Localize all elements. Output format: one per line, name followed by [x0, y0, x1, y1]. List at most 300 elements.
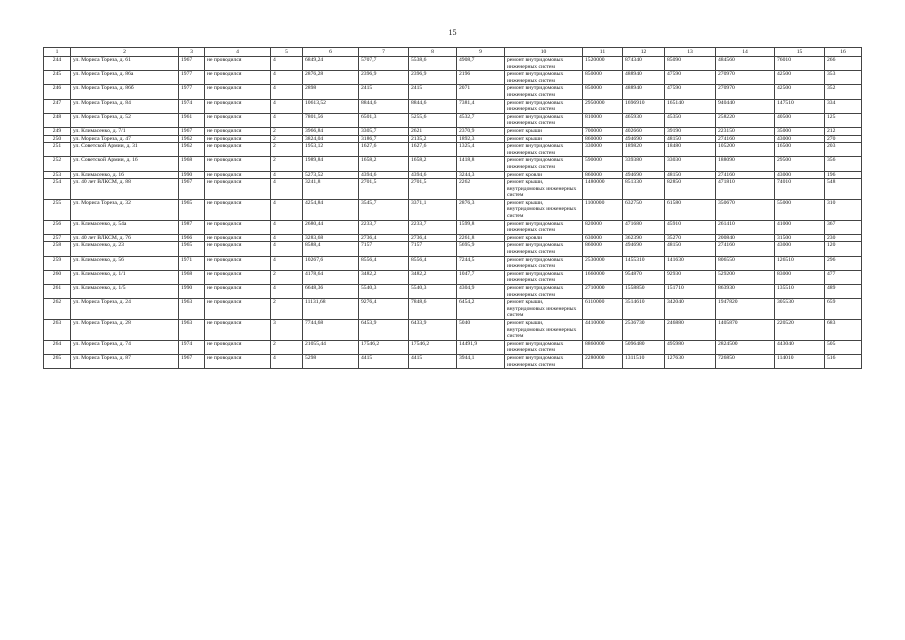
table-cell: 5695,9 [457, 242, 505, 256]
table-cell: 2876,3 [457, 199, 505, 220]
table-cell: 4 [271, 113, 303, 127]
table-cell: 249 [44, 127, 71, 135]
table-cell: не проводился [205, 256, 271, 270]
table-cell: 266 [825, 57, 862, 71]
table-cell: 529200 [716, 270, 775, 284]
table-cell: не проводился [205, 340, 271, 354]
table-cell: 220520 [775, 319, 825, 340]
table-cell: 863930 [716, 285, 775, 299]
table-cell: 860000 [583, 242, 623, 256]
table-cell: 5040 [457, 319, 505, 340]
table-cell: 488940 [623, 71, 665, 85]
table-cell: 42500 [775, 85, 825, 99]
table-cell: 353 [825, 71, 862, 85]
table-cell: 47590 [665, 71, 716, 85]
table-cell: 471810 [716, 179, 775, 200]
table-cell: ул. Климасенко, д. 23 [71, 242, 179, 256]
table-cell: 2261,8 [457, 234, 505, 242]
table-cell: 18480 [665, 143, 716, 157]
table-cell: 860000 [583, 135, 623, 143]
table-cell: ремонт крыши, внутридомовых инженерных систем [505, 199, 583, 220]
table-cell: 1947820 [716, 299, 775, 320]
table-cell: 2 [271, 299, 303, 320]
table-cell: ул. Мориса Тореза, д. 87 [71, 354, 179, 368]
table-cell: 8860000 [583, 340, 623, 354]
table-cell: 1520000 [583, 57, 623, 71]
table-cell: 2071 [457, 85, 505, 99]
table-cell: 165140 [665, 99, 716, 113]
table-cell: ул. Климасенко, д. 54а [71, 220, 179, 234]
table-cell: 334 [825, 99, 862, 113]
table-cell: 2876,28 [303, 71, 359, 85]
table-cell: ул. Климасенко, д. 1/1 [71, 270, 179, 284]
table-cell: ул. 40 лет ВЛКСМ, д. 76 [71, 234, 179, 242]
table-cell: 274160 [716, 242, 775, 256]
table-row [44, 285, 862, 299]
table-cell: ул. Мориса Тореза, д. 28 [71, 319, 179, 340]
table-cell: ремонт внутридомовых инженерных систем [505, 99, 583, 113]
table-cell: 1974 [179, 99, 205, 113]
table-cell: 2530000 [583, 256, 623, 270]
table-row [44, 157, 862, 171]
column-number: 14 [716, 48, 775, 57]
table-cell: 471680 [623, 220, 665, 234]
table-cell: 2135,2 [409, 135, 457, 143]
table-row [44, 127, 862, 135]
table-cell: 1047,7 [457, 270, 505, 284]
table-cell: 8588,4 [303, 242, 359, 256]
table-cell: 1977 [179, 85, 205, 99]
table-cell: 2701,5 [409, 179, 457, 200]
table-cell: 259 [44, 256, 71, 270]
table-cell: ул. Советской Армии, д. 31 [71, 143, 179, 157]
table-cell: 7157 [359, 242, 409, 256]
table-cell: ремонт крыши [505, 135, 583, 143]
table-cell: 1967 [179, 354, 205, 368]
table-row [44, 179, 862, 200]
table-cell: не проводился [205, 199, 271, 220]
table-cell: 3966,84 [303, 127, 359, 135]
table-cell: ул. Мориса Тореза, д. 86б [71, 85, 179, 99]
table-cell: не проводился [205, 242, 271, 256]
table-cell: ремонт внутридомовых инженерных систем [505, 270, 583, 284]
table-row [44, 319, 862, 340]
table-cell: не проводился [205, 135, 271, 143]
table-cell: 265 [44, 354, 71, 368]
table-cell: 3186,7 [359, 135, 409, 143]
table-cell: 74010 [775, 179, 825, 200]
table-cell: 1455310 [623, 256, 665, 270]
table-cell: 4 [271, 199, 303, 220]
table-cell: 3244,3 [457, 171, 505, 179]
column-number: 13 [665, 48, 716, 57]
column-number: 8 [409, 48, 457, 57]
table-cell: 1627,6 [409, 143, 457, 157]
table-cell: 92930 [665, 270, 716, 284]
table-cell: 1968 [179, 157, 205, 171]
table-cell: 5540,3 [409, 285, 457, 299]
table-cell: 1965 [179, 199, 205, 220]
table-row [44, 99, 862, 113]
table-row [44, 256, 862, 270]
table-cell: 1971 [179, 256, 205, 270]
table-cell: 850000 [583, 85, 623, 99]
table-cell: 4 [271, 179, 303, 200]
table-cell: 4 [271, 242, 303, 256]
table-cell: 2 [271, 143, 303, 157]
table-cell: 151710 [665, 285, 716, 299]
table-cell: 41000 [775, 220, 825, 234]
table-cell: 1987 [179, 220, 205, 234]
table-cell: 253 [44, 171, 71, 179]
column-number: 5 [271, 48, 303, 57]
table-cell: не проводился [205, 354, 271, 368]
table-cell: ремонт внутридомовых инженерных систем [505, 256, 583, 270]
table-cell: 4394,6 [409, 171, 457, 179]
table-cell: 484560 [716, 57, 775, 71]
table-cell: ул. Климасенко, д. 56 [71, 256, 179, 270]
table-cell: 1558850 [623, 285, 665, 299]
table-cell: ремонт крыши, внутридомовых инженерных систем [505, 319, 583, 340]
table-cell: 6453,9 [359, 319, 409, 340]
table-cell: 42500 [775, 71, 825, 85]
table-cell: 339380 [623, 157, 665, 171]
table-cell: 4532,7 [457, 113, 505, 127]
table-cell: ремонт внутридомовых инженерных систем [505, 220, 583, 234]
table-cell: не проводился [205, 319, 271, 340]
table-cell: 3 [271, 319, 303, 340]
table-cell: 35000 [775, 127, 825, 135]
column-number: 2 [71, 48, 179, 57]
table-cell: 83000 [775, 270, 825, 284]
table-cell: ул. Климасенко, д. 7/1 [71, 127, 179, 135]
table-cell: не проводился [205, 127, 271, 135]
table-cell: 4 [271, 256, 303, 270]
table-row [44, 234, 862, 242]
table-cell: 860000 [583, 171, 623, 179]
table-cell: 257 [44, 234, 71, 242]
table-cell: 76010 [775, 57, 825, 71]
table-cell: 1963 [179, 319, 205, 340]
table-cell: 3241,8 [303, 179, 359, 200]
table-cell: 2396,9 [409, 71, 457, 85]
table-cell: 632750 [623, 199, 665, 220]
table-row [44, 354, 862, 368]
table-cell: 4410000 [583, 319, 623, 340]
table-cell: 6648,36 [303, 285, 359, 299]
table-cell: 189820 [623, 143, 665, 157]
table-cell: не проводился [205, 71, 271, 85]
table-cell: 402660 [623, 127, 665, 135]
table-cell: 4178,64 [303, 270, 359, 284]
table-cell: 352 [825, 85, 862, 99]
table-cell: 48150 [665, 135, 716, 143]
table-cell: 48150 [665, 171, 716, 179]
table-cell: не проводился [205, 157, 271, 171]
table-cell: 4304,9 [457, 285, 505, 299]
table-cell: 43000 [775, 135, 825, 143]
table-cell: 1311510 [623, 354, 665, 368]
table-cell: 247 [44, 99, 71, 113]
table-cell: 1953,12 [303, 143, 359, 157]
table-cell: 261 [44, 285, 71, 299]
column-number: 6 [303, 48, 359, 57]
table-cell: 7381,4 [457, 99, 505, 113]
column-number: 15 [775, 48, 825, 57]
table-cell: 6433,9 [409, 319, 457, 340]
table-cell: 310 [825, 199, 862, 220]
table-cell: 2280000 [583, 354, 623, 368]
table-cell: ул. Мориса Тореза, д. 32 [71, 199, 179, 220]
table-cell: 2415 [359, 85, 409, 99]
table-cell: 2196 [457, 71, 505, 85]
table-cell: 4 [271, 99, 303, 113]
table-cell: не проводился [205, 99, 271, 113]
table-cell: 29500 [775, 157, 825, 171]
table-cell: ремонт внутридомовых инженерных систем [505, 113, 583, 127]
table-cell: не проводился [205, 285, 271, 299]
table-cell: 4 [271, 71, 303, 85]
table-cell: 125 [825, 113, 862, 127]
table-cell: 120 [825, 242, 862, 256]
table-cell: ремонт внутридомовых инженерных систем [505, 71, 583, 85]
table-cell: 2370,9 [457, 127, 505, 135]
table-cell: 4 [271, 234, 303, 242]
table-cell: 40500 [775, 113, 825, 127]
table-cell: 61580 [665, 199, 716, 220]
table-cell: 2898 [303, 85, 359, 99]
table-body [44, 48, 862, 369]
table-cell: 342040 [665, 299, 716, 320]
table-cell: 2 [271, 157, 303, 171]
table-cell: 35270 [665, 234, 716, 242]
table-cell: 2736,4 [409, 234, 457, 242]
table-cell: 1658,2 [409, 157, 457, 171]
table-cell: 4 [271, 220, 303, 234]
page-number: 15 [448, 28, 457, 37]
table-cell: не проводился [205, 179, 271, 200]
column-number: 9 [457, 48, 505, 57]
table-cell: 263 [44, 319, 71, 340]
table-cell: 8844,6 [359, 99, 409, 113]
table-cell: 489 [825, 285, 862, 299]
table-cell: не проводился [205, 299, 271, 320]
column-number-row [44, 48, 862, 57]
table-cell: 258220 [716, 113, 775, 127]
table-cell: 2701,5 [359, 179, 409, 200]
table-cell: ул. Советской Армии, д. 16 [71, 157, 179, 171]
table-cell: 14491,9 [457, 340, 505, 354]
table-cell: 2396,9 [359, 71, 409, 85]
table-cell: 1660000 [583, 270, 623, 284]
table-cell: ремонт внутридомовых инженерных систем [505, 354, 583, 368]
table-cell: 4908,7 [457, 57, 505, 71]
table-cell: 270970 [716, 85, 775, 99]
table-cell: 258 [44, 242, 71, 256]
table-cell: 820000 [583, 220, 623, 234]
table-cell: 494690 [623, 171, 665, 179]
table-cell: не проводился [205, 143, 271, 157]
table-cell: 248 [44, 113, 71, 127]
table-cell: ул. Мориса Тореза, д. 84 [71, 99, 179, 113]
table-cell: 6110000 [583, 299, 623, 320]
table-cell: 851330 [623, 179, 665, 200]
column-number: 12 [623, 48, 665, 57]
table-cell: 1990 [179, 171, 205, 179]
table-cell: 3371,1 [409, 199, 457, 220]
table-cell: 6501,3 [359, 113, 409, 127]
table-cell: 1599,8 [457, 220, 505, 234]
table-cell: 127630 [665, 354, 716, 368]
table-cell: 39190 [665, 127, 716, 135]
table-cell: 264 [44, 340, 71, 354]
table-cell: 954870 [623, 270, 665, 284]
table-cell: 494690 [623, 242, 665, 256]
column-number: 4 [205, 48, 271, 57]
table-cell: 274160 [716, 171, 775, 179]
table-cell: 85090 [665, 57, 716, 71]
table-cell: 350670 [716, 199, 775, 220]
table-cell: 2233,7 [359, 220, 409, 234]
table-cell: ул. Климасенко, д. 16 [71, 171, 179, 179]
table-cell: 260 [44, 270, 71, 284]
table-cell: не проводился [205, 270, 271, 284]
table-cell: 1963 [179, 299, 205, 320]
table-cell: ул. 40 лет ВЛКСМ, д. 88 [71, 179, 179, 200]
table-cell: 16500 [775, 143, 825, 157]
table-cell: 4 [271, 354, 303, 368]
table-cell: 244 [44, 57, 71, 71]
table-cell: ул. Мориса Тореза, д. 52 [71, 113, 179, 127]
table-cell: 4 [271, 85, 303, 99]
table-cell: 590000 [583, 157, 623, 171]
table-cell: 230 [825, 234, 862, 242]
table-cell: 114010 [775, 354, 825, 368]
table-cell: 940440 [716, 99, 775, 113]
table-cell: 810000 [583, 113, 623, 127]
table-cell: 1658,2 [359, 157, 409, 171]
table-cell: 630000 [583, 234, 623, 242]
table-cell: 43000 [775, 242, 825, 256]
table-cell: 5538,6 [409, 57, 457, 71]
table-cell: 250 [44, 135, 71, 143]
table-cell: ремонт крыши [505, 127, 583, 135]
table-cell: 55000 [775, 199, 825, 220]
table-cell: ул. Мориса Тореза, д. 61 [71, 57, 179, 71]
table-cell: 2950000 [583, 99, 623, 113]
table-cell: ремонт внутридомовых инженерных систем [505, 285, 583, 299]
table-cell: 5096480 [623, 340, 665, 354]
column-number: 16 [825, 48, 862, 57]
table-cell: ремонт внутридомовых инженерных систем [505, 143, 583, 157]
table-cell: 17546,2 [359, 340, 409, 354]
table-row [44, 143, 862, 157]
table-cell: 495980 [665, 340, 716, 354]
table-cell: ул. Мориса Тореза, д. 86а [71, 71, 179, 85]
table-cell: 254 [44, 179, 71, 200]
table-cell: 1990 [179, 285, 205, 299]
table-cell: ремонт крыши, внутридомовых инженерных систем [505, 179, 583, 200]
table-cell: 4415 [359, 354, 409, 368]
table-cell: 270 [825, 135, 862, 143]
table-cell: не проводился [205, 113, 271, 127]
table-cell: 4394,6 [359, 171, 409, 179]
table-cell: 8556,4 [359, 256, 409, 270]
table-cell: 1405870 [716, 319, 775, 340]
table-cell: ремонт крыши, внутридомовых инженерных систем [505, 299, 583, 320]
table-cell: 31500 [775, 234, 825, 242]
table-cell: 2680,44 [303, 220, 359, 234]
table-row [44, 270, 862, 284]
table-cell: 261410 [716, 220, 775, 234]
table-cell: 516 [825, 354, 862, 368]
table-cell: 1965 [179, 242, 205, 256]
table-cell: 256 [44, 220, 71, 234]
table-cell: 3283,68 [303, 234, 359, 242]
table-cell: 8844,6 [409, 99, 457, 113]
table-cell: ул. Климасенко, д. 1/5 [71, 285, 179, 299]
table-row [44, 71, 862, 85]
table-cell: 251 [44, 143, 71, 157]
table-cell: ремонт внутридомовых инженерных систем [505, 340, 583, 354]
table-cell: 7848,6 [409, 299, 457, 320]
table-cell: 270970 [716, 71, 775, 85]
table-cell: 2736,4 [359, 234, 409, 242]
table-cell: 2 [271, 127, 303, 135]
table-cell: 1962 [179, 143, 205, 157]
table-cell: 874340 [623, 57, 665, 71]
table-cell: 806550 [716, 256, 775, 270]
table-cell: 7157 [409, 242, 457, 256]
table-cell: 3824,04 [303, 135, 359, 143]
table-cell: 245 [44, 71, 71, 85]
table-cell: 683 [825, 319, 862, 340]
table-cell: 1967 [179, 57, 205, 71]
table-cell: 1962 [179, 135, 205, 143]
table-cell: 367 [825, 220, 862, 234]
table-cell: 8556,4 [409, 256, 457, 270]
table-cell: 1974 [179, 340, 205, 354]
table-cell: 11131,68 [303, 299, 359, 320]
table-cell: 4 [271, 57, 303, 71]
table-cell: 3482,2 [359, 270, 409, 284]
table-cell: 82850 [665, 179, 716, 200]
table-cell: 48150 [665, 242, 716, 256]
table-cell: 505 [825, 340, 862, 354]
table-cell: 6849,24 [303, 57, 359, 71]
column-number: 10 [505, 48, 583, 57]
housing-repair-table [43, 47, 862, 369]
table-cell: ремонт внутридомовых инженерных систем [505, 85, 583, 99]
table-row [44, 113, 862, 127]
table-cell: 203 [825, 143, 862, 157]
table-cell: 21055,44 [303, 340, 359, 354]
table-cell: 10267,6 [303, 256, 359, 270]
table-cell: 659 [825, 299, 862, 320]
table-cell: 2 [271, 135, 303, 143]
table-cell: 330000 [583, 143, 623, 157]
table-cell: 1961 [179, 113, 205, 127]
table-cell: 17546,2 [409, 340, 457, 354]
table-cell: ремонт внутридомовых инженерных систем [505, 57, 583, 71]
table-cell: 7801,56 [303, 113, 359, 127]
table-cell: 1966 [179, 234, 205, 242]
table-cell: 1977 [179, 71, 205, 85]
table-cell: 2 [271, 340, 303, 354]
table-cell: 488940 [623, 85, 665, 99]
table-cell: 47590 [665, 85, 716, 99]
table-cell: 5298 [303, 354, 359, 368]
